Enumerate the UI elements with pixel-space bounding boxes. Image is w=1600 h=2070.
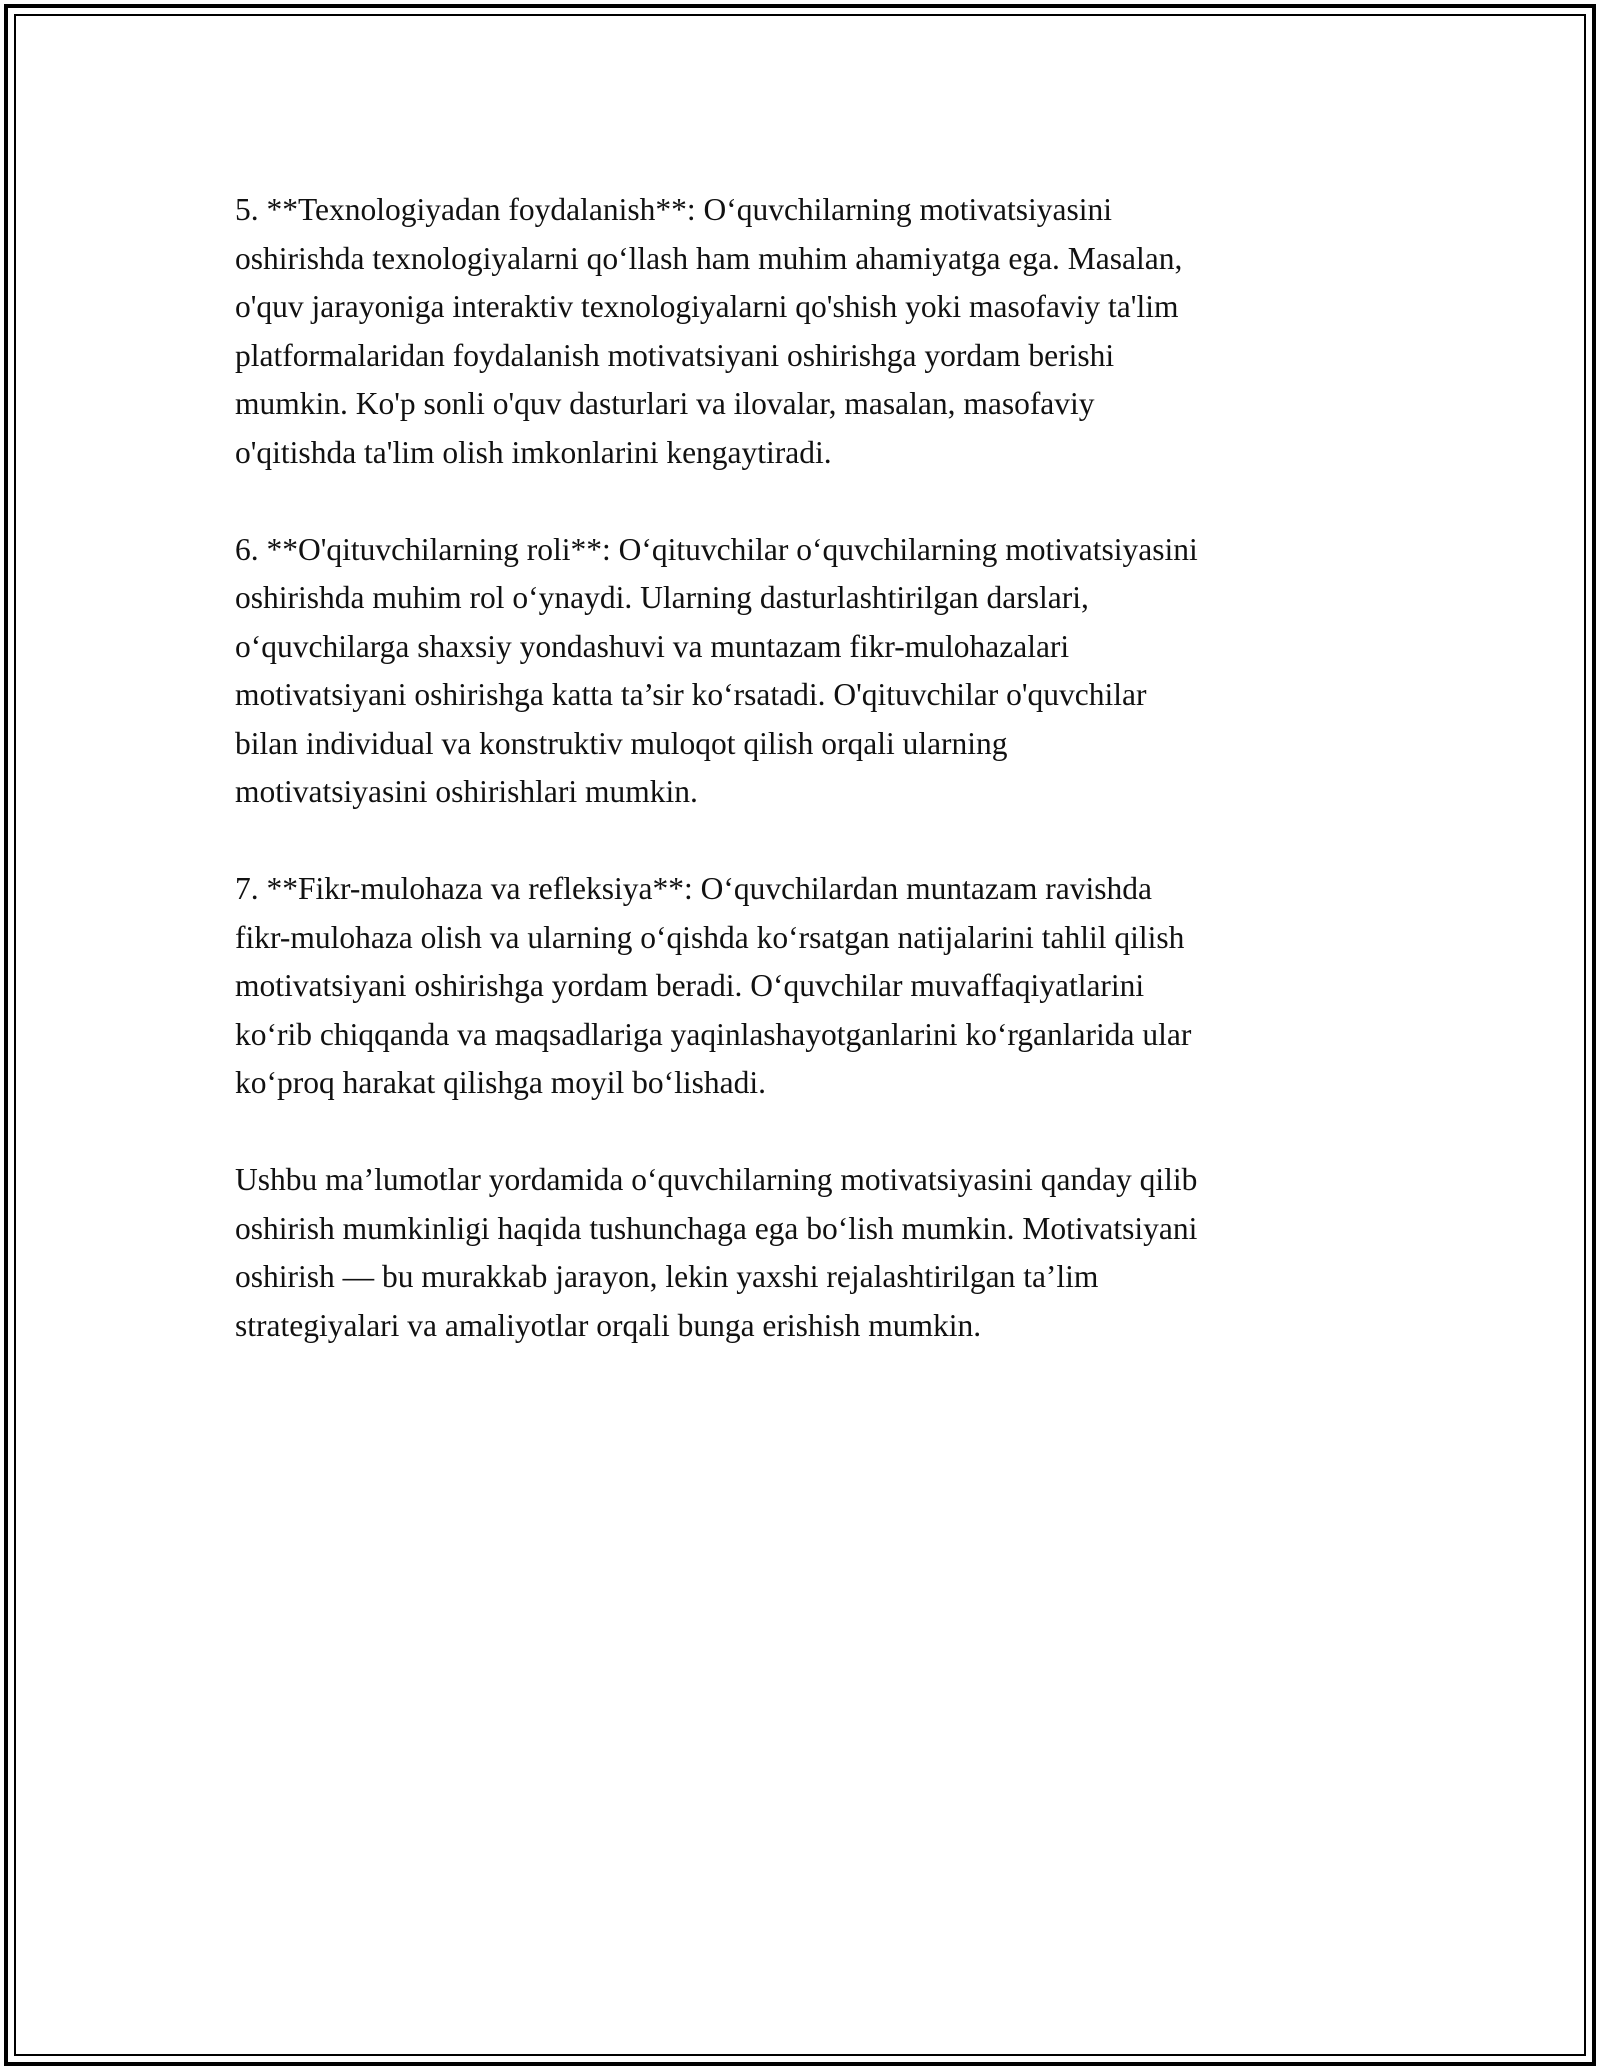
paragraph-teachers-role: 6. **O'qituvchilarning roli**: O‘qituvchilar o‘quvchilarning motivatsiyasini oshirishda muhim rol o‘ynaydi. Ularning dasturlashtirilgan darslari, o‘quvchilarga shaxsiy yondashuvi va muntazam fikr-mulohazalari motivatsiyani oshirishga katta ta’sir ko‘rsatadi. O'qituvchilar o'quvchilar bilan individual va konstruktiv muloqot qilish orqali ularning motivatsiyasini oshirishlari mumkin. [235, 531, 1198, 809]
document-body [235, 186, 1365, 1399]
paragraph-conclusion: Ushbu ma’lumotlar yordamida o‘quvchilarning motivatsiyasini qanday qilib oshirish mumkinligi haqida tushunchaga ega bo‘lish mumkin. Motivatsiyani oshirish — bu murakkab jarayon, lekin yaxshi rejalashtirilgan ta’lim strategiyalari va amaliyotlar orqali bunga erishish mumkin. [235, 1162, 1198, 1343]
paragraph-technology: 5. **Texnologiyadan foydalanish**: O‘quvchilarning motivatsiyasini oshirishda texnologiyalarni qo‘llash ham muhim ahamiyatga ega. Masalan, o'quv jarayoniga interaktiv texnologiyalarni qo'shish yoki masofaviy ta'lim platformalaridan foydalanish motivatsiyani oshirishga yordam berishi mumkin. Ko'p sonli o'quv dasturlari va ilovalar, masalan, masofaviy o'qitishda ta'lim olish imkonlarini kengaytiradi. [235, 192, 1183, 470]
paragraph-feedback-reflection: 7. **Fikr-mulohaza va refleksiya**: O‘quvchilardan muntazam ravishda fikr-mulohaza olish va ularning o‘qishda ko‘rsatgan natijalarini tahlil qilish motivatsiyani oshirishga yordam beradi. O‘quvchilar muvaffaqiyatlarini ko‘rib chiqqanda va maqsadlariga yaqinlashayotganlarini ko‘rganlarida ular ko‘proq harakat qilishga moyil bo‘lishadi. [235, 871, 1192, 1100]
